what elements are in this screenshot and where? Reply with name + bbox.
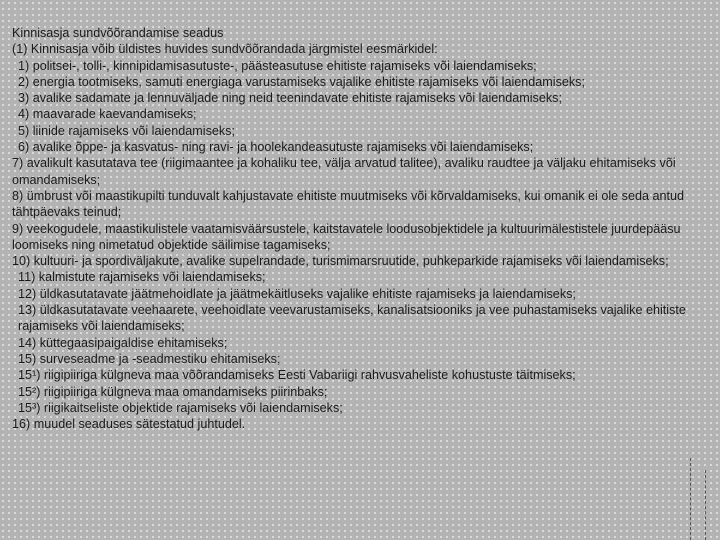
list-item: 15³) riigikaitseliste objektide rajamiseks või laiendamiseks;	[18, 400, 343, 415]
list-item: 4) maavarade kaevandamiseks;	[18, 107, 197, 122]
list-item: 1) politsei-, tolli-, kinnipidamisasutuste-, päästeasutuse ehitiste rajamiseks või laiendamiseks;	[18, 58, 537, 73]
intro-paragraph: (1) Kinnisasja võib üldistes huvides sundvõõrandada järgmistel eesmärkidel:	[12, 42, 438, 57]
slide-text-body	[12, 25, 706, 432]
list-item: 15) surveseadme ja -seadmestiku ehitamiseks;	[18, 351, 281, 366]
list-item: 13) üldkasutatavate veehaarete, veehoidlate veevarustamiseks, kanalisatsiooniks ja vee puhastamiseks vajalike ehitiste rajamiseks või laiendamiseks;	[18, 303, 686, 334]
list-item: 11) kalmistute rajamiseks või laiendamiseks;	[18, 270, 266, 285]
decorative-dashed-line	[690, 458, 691, 540]
list-item: 16) muudel seaduses sätestatud juhtudel.	[12, 417, 246, 432]
list-item: 5) liinide rajamiseks või laiendamiseks;	[18, 123, 235, 138]
list-item: 10) kultuuri- ja spordiväljakute, avalike supelrandade, turismimarsruutide, puhkeparkide rajamiseks või laiendamiseks;	[12, 254, 669, 269]
list-item: 2) energia tootmiseks, samuti energiaga varustamiseks vajalike ehitiste rajamiseks või laiendamiseks;	[18, 74, 585, 89]
list-item: 7) avalikult kasutatava tee (riigimaantee ja kohaliku tee, välja arvatud talitee), avaliku raudtee ja väljaku ehitamiseks või omandamiseks;	[12, 156, 676, 187]
list-item: 15²) riigipiiriga külgneva maa omandamiseks piirinbaks;	[18, 384, 328, 399]
list-item: 12) üldkasutatavate jäätmehoidlate ja jäätmekäitluseks vajalike ehitiste rajamiseks ja laiendamiseks;	[18, 286, 576, 301]
list-item: 15¹) riigipiiriga külgneva maa võõrandamiseks Eesti Vabariigi rahvusvaheliste kohustuste täitmiseks;	[18, 368, 576, 383]
list-item: 14) küttegaasipaigaldise ehitamiseks;	[18, 335, 228, 350]
law-title: Kinnisasja sundvõõrandamise seadus	[12, 26, 224, 40]
list-item: 9) veekogudele, maastikulistele vaatamisväärsustele, kaitstavatele loodusobjektidele ja kultuurimälestistele juurdepääsu loomiseks ning nimetatud objektide säilimise tagamiseks;	[12, 221, 681, 252]
list-item: 8) ümbrust või maastikupilti tunduvalt kahjustavate ehitiste muutmiseks või kõrvaldamiseks, kui omanik ei ole seda antud tähtpäevaks teinud;	[12, 188, 684, 220]
decorative-dashed-line	[705, 470, 706, 540]
list-item: 6) avalike õppe- ja kasvatus- ning ravi- ja hoolekandeasutuste rajamiseks või laiendamiseks;	[18, 140, 534, 155]
list-item: 3) avalike sadamate ja lennuväljade ning neid teenindavate ehitiste rajamiseks või laiendamiseks;	[18, 91, 562, 106]
